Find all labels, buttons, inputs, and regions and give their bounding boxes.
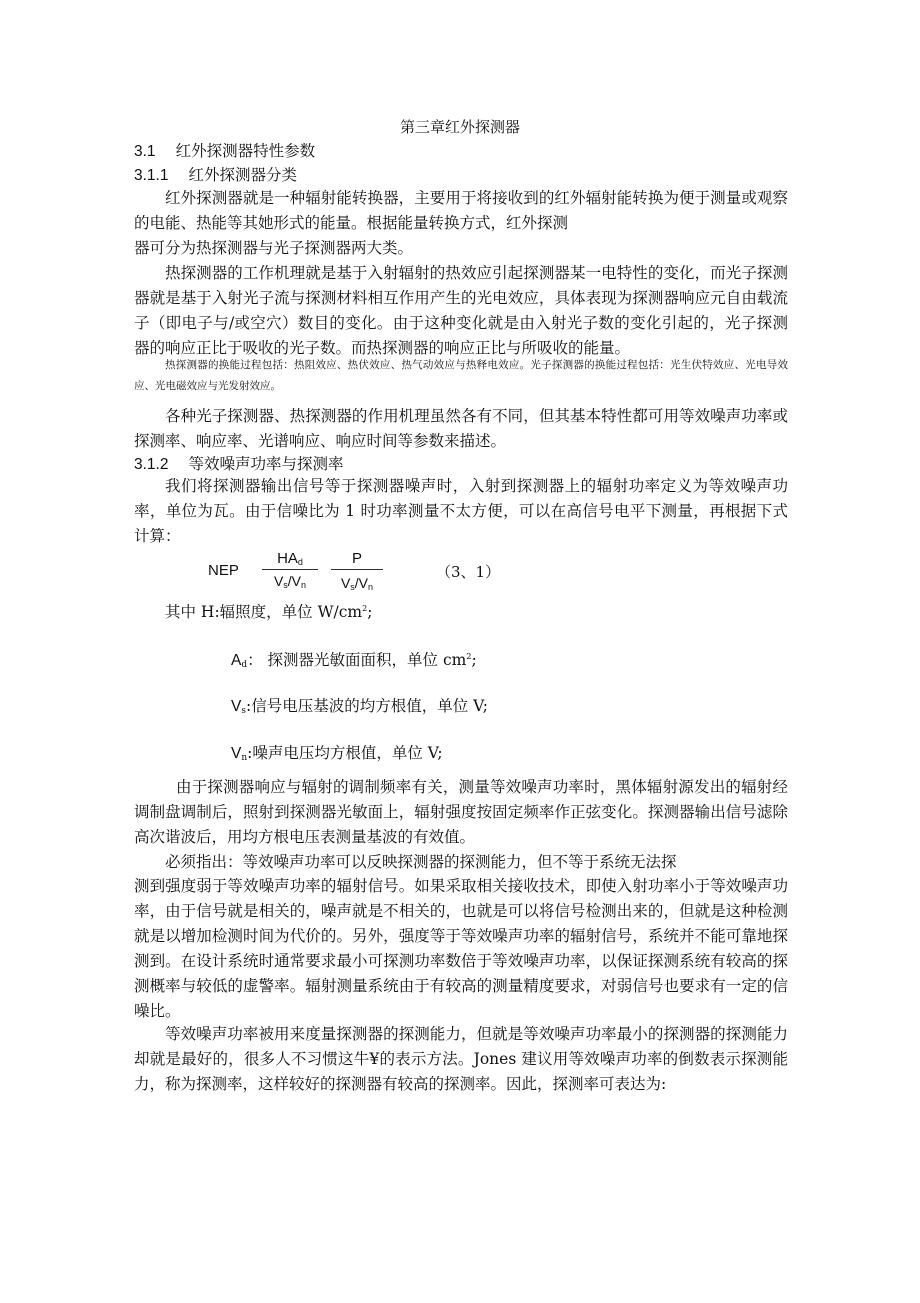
formula-fraction-1 [262,550,318,590]
section-3-1-heading [134,139,315,161]
section-number: 3.1.1 [134,167,169,184]
section-title: 红外探测器特性参数 [175,142,316,160]
formula-label: （3、1） [436,563,501,581]
fraction-numerator: P [331,550,383,570]
paragraph-measurement: 由于探测器响应与辐射的调制频率有关，测量等效噪声功率时，黑体辐射源发出的辐射经调制盘调制后，照射到探测器光敏面上，辐射强度按固定频率作正弦变化。探测器输出信号滤除高次谐波后，用均方根电压表测量基波的有效值。 [134,778,788,846]
paragraph-nep-definition: 我们将探测器输出信号等于探测器噪声时，入射到探测器上的辐射功率定义为等效噪声功率，单位为瓦。由于信噪比为 1 时功率测量不太方便，可以在高信号电平下测量，再根据下式计算： [134,477,788,545]
definition-vn: $V_n$:噪声电压均方根值，单位 V; [231,744,443,763]
chapter-title: 第三章红外探测器 [399,118,520,136]
section-number: 3.1 [134,143,156,160]
paragraph-detectivity: 等效噪声功率被用来度量探测器的探测能力，但就是等效噪声功率最小的探测器的探测能力却就是最好的，很多人不习惯这牛¥的表示方法。Jones 建议用等效噪声功率的倒数表示探测能力，称为探测率，这样较好的探测器有较高的探测率。因此，探测率可表达为: [134,1025,788,1093]
section-3-1-2-heading [134,452,344,474]
definition-vs: $V_s$:信号电压基波的均方根值，单位 V; [231,697,488,716]
paragraph-note-start: 必须指出：等效噪声功率可以反映探测器的探测能力，但不等于系统无法探 [165,853,677,871]
definition-h: 其中 H:辐照度，单位 $W/cm^2$; [165,603,373,621]
paragraph-note: 测到强度弱于等效噪声功率的辐射信号。如果采取相关接收技术，即使入射功率小于等效噪声功率，由于信号就是相关的，噪声就是不相关的，也就是可以将信号检测出来的，但就是这种检测就是以增加检测时间为代价的。另外，强度等于等效噪声功率的辐射信号，系统并不能可靠地探测到。在设计系统时通常要求最小可探测功率数倍于等效噪声功率，以保证探测系统有较高的探测概率与较低的虚警率。辐射测量系统由于有较高的测量精度要求，对弱信号也要求有一定的信噪比。 [134,877,788,1020]
formula-lhs: NEP [208,562,239,579]
section-3-1-1-heading [134,163,297,185]
paragraph-intro: 红外探测器就是一种辐射能转换器，主要用于将接收到的红外辐射能转换为便于测量或观察的电能、热能等其她形式的能量。根据能量转换方式，红外探测 [134,189,788,232]
section-number: 3.1.2 [134,456,169,473]
fraction-denominator: $V_s/V_n$ [340,575,374,592]
paragraph-conversion-small: 热探测器的换能过程包括：热阻效应、热伏效应、热气动效应与热释电效应。光子探测器的换能过程包括：光生伏特效应、光电导效应、光电磁效应与光发射效应。 [134,359,788,392]
section-title: 红外探测器分类 [188,166,297,184]
formula-fraction-2 [331,550,383,592]
paragraph-parameters: 各种光子探测器、热探测器的作用机理虽然各有不同，但其基本特性都可用等效噪声功率或探测率、响应率、光谱响应、响应时间等参数来描述。 [134,407,788,450]
fraction-numerator: $HA_d$ [262,550,318,570]
paragraph-mechanism: 热探测器的工作机理就是基于入射辐射的热效应引起探测器某一电特性的变化，而光子探测器就是基于入射光子流与探测材料相互作用产生的光电效应，具体表现为探测器响应元自由载流子（即电子与/或空穴）数目的变化。由于这种变化就是由入射光子数的变化引起的，光子探测器的响应正比于吸收的光子数。而热探测器的响应正比与所吸收的能量。 [134,264,788,357]
paragraph-intro-end: 器可分为热探测器与光子探测器两大类。 [134,239,414,257]
section-title: 等效噪声功率与探测率 [188,455,344,473]
definition-ad: $A_d$： 探测器光敏面面积，单位 $cm^2$; [231,651,477,670]
fraction-denominator: $V_s/V_n$ [273,573,307,590]
